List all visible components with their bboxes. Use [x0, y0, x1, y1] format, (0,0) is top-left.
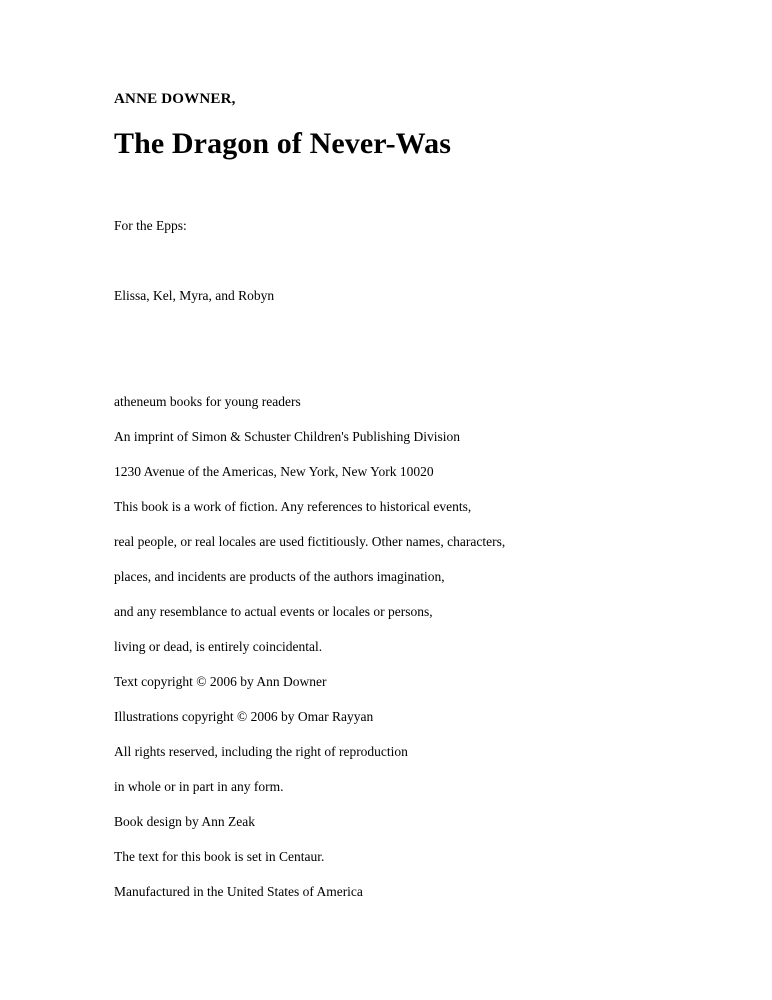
copyright-line: and any resemblance to actual events or locales or persons, [114, 604, 433, 619]
copyright-line: in whole or in part in any form. [114, 779, 284, 794]
copyright-line: living or dead, is entirely coincidental. [114, 639, 323, 654]
dedication-heading: For the Epps: [114, 218, 187, 233]
copyright-line: Book design by Ann Zeak [114, 814, 255, 829]
copyright-line: All rights reserved, including the right of reproduction [114, 744, 408, 759]
copyright-line: The text for this book is set in Centaur. [114, 849, 325, 864]
copyright-line: This book is a work of fiction. Any references to historical events, [114, 499, 472, 514]
copyright-line: places, and incidents are products of the authors imagination, [114, 569, 445, 584]
copyright-line: An imprint of Simon & Schuster Children's Publishing Division [114, 429, 460, 444]
copyright-line: Illustrations copyright © 2006 by Omar Rayyan [114, 709, 374, 724]
dedication-names: Elissa, Kel, Myra, and Robyn [114, 288, 275, 303]
copyright-line: Manufactured in the United States of America [114, 884, 363, 899]
copyright-line: 1230 Avenue of the Americas, New York, New York 10020 [114, 464, 434, 479]
book-title: The Dragon of Never-Was [114, 127, 451, 160]
author-name: ANNE DOWNER, [114, 91, 236, 107]
copyright-line: Text copyright © 2006 by Ann Downer [114, 674, 327, 689]
copyright-line: real people, or real locales are used fictitiously. Other names, characters, [114, 534, 506, 549]
copyright-line: atheneum books for young readers [114, 394, 301, 409]
